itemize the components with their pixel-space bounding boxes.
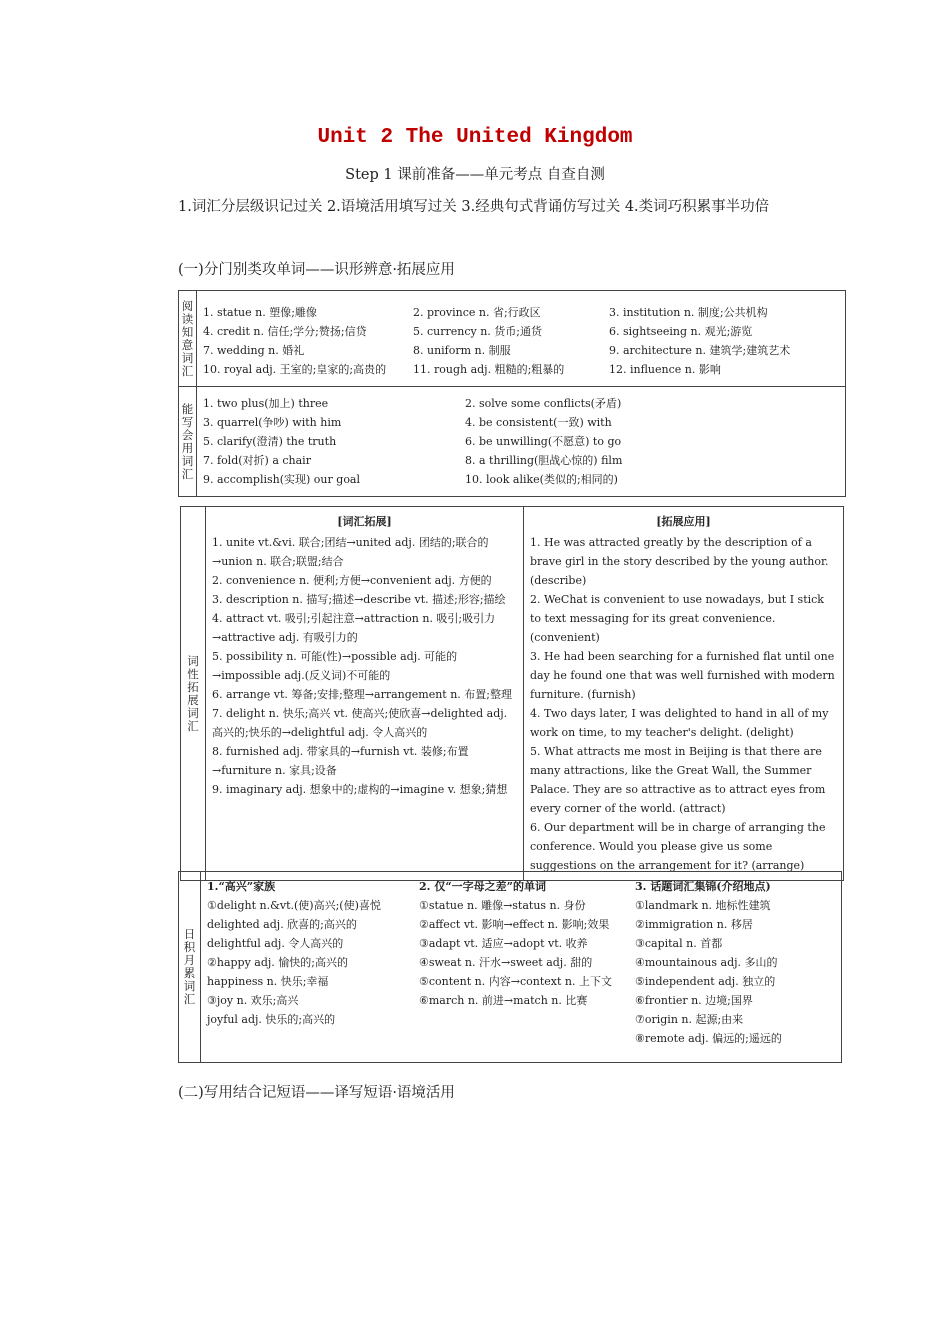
vocab-item: 11. rough adj. 粗糙的;粗暴的	[413, 363, 565, 376]
word-item: ①delight n.&vt.(使)高兴;(使)喜悦	[207, 899, 381, 912]
expansion-left-column	[206, 507, 524, 881]
vocab-item: 3. institution n. 制度;公共机构	[609, 306, 768, 319]
unit-title: Unit 2 The United Kingdom	[317, 126, 633, 149]
vocab-item: 1. statue n. 塑像;雕像	[203, 306, 317, 319]
expansion-item: 4. attract vt. 吸引;引起注意→attraction n. 吸引;吸引力→attractive adj. 有吸引力的	[212, 612, 496, 644]
word-item: ③joy n. 欢乐;高兴	[207, 994, 299, 1007]
word-item: ①landmark n. 地标性建筑	[635, 899, 771, 912]
phrase-item: 9. accomplish(实现) our goal	[203, 473, 361, 486]
word-item: ①statue n. 雕像→status n. 身份	[419, 899, 586, 912]
expansion-left-header: [词汇拓展]	[337, 515, 392, 528]
vocab-expansion-table	[180, 506, 844, 881]
vocab-item: 6. sightseeing n. 观光;游览	[609, 325, 753, 338]
expansion-item: 2. convenience n. 便利;方便→convenient adj. 方便的	[212, 574, 492, 587]
vocab-item: 5. currency n. 货币;通货	[413, 325, 543, 338]
word-item: ③adapt vt. 适应→adopt vt. 收养	[419, 937, 588, 950]
vocab-table-1	[178, 290, 846, 497]
vocab-item: 2. province n. 省;行政区	[413, 306, 541, 319]
happy-family-column	[207, 877, 413, 1048]
phrase-item: 6. be unwilling(不愿意) to go	[465, 435, 622, 448]
phrase-item: 4. be consistent(一致) with	[465, 416, 612, 429]
expansion-item: 8. furnished adj. 带家具的→furnish vt. 装修;布置→furniture n. 家具;设备	[212, 745, 469, 777]
expansion-item: 9. imaginary adj. 想象中的;虚构的→imagine v. 想象;猜想	[212, 783, 508, 796]
word-item: delighted adj. 欣喜的;高兴的	[207, 918, 357, 931]
word-item: ③capital n. 首都	[635, 937, 723, 950]
reading-vocab-list	[203, 303, 839, 379]
phrase-item: 8. a thrilling(胆战心惊的) film	[465, 454, 623, 467]
section-2-heading: (二)写用结合记短语——译写短语·语境活用	[178, 1085, 455, 1101]
expansion-right-header: [拓展应用]	[656, 515, 711, 528]
phrase-item: 7. fold(对折) a chair	[203, 454, 311, 467]
word-item: ⑥frontier n. 边境;国界	[635, 994, 753, 1007]
expansion-item: 6. arrange vt. 筹备;安排;整理→arrangement n. 布置;整理	[212, 688, 513, 701]
word-item: ⑤independent adj. 独立的	[635, 975, 776, 988]
writing-vocab-list	[203, 394, 839, 489]
word-item: joyful adj. 快乐的;高兴的	[207, 1013, 336, 1026]
vocab-item: 9. architecture n. 建筑学;建筑艺术	[609, 344, 791, 357]
application-item: 5. What attracts me most in Beijing is that there are many attractions, like the Great Wall, the Summer Palace. They are so attractive as to attract eyes from every corner of the world. (attract)	[530, 745, 826, 815]
column-header: 2. 仅“一字母之差”的单词	[419, 880, 546, 893]
expansion-right-column	[524, 507, 844, 881]
expansion-item: 5. possibility n. 可能(性)→possible adj. 可能的→impossible adj.(反义词)不可能的	[212, 650, 458, 682]
section-1-heading: (一)分门别类攻单词——识形辨意·拓展应用	[178, 262, 455, 278]
phrase-item: 3. quarrel(争吵) with him	[203, 416, 342, 429]
word-item: ⑦origin n. 起源;由来	[635, 1013, 744, 1026]
application-item: 3. He had been searching for a furnished flat until one day he found one that was well furnished with modern furniture. (furnish)	[530, 650, 835, 701]
vocab-item: 8. uniform n. 制服	[413, 344, 511, 357]
expansion-vocab-label: 词 性 拓 展 词 汇	[181, 507, 206, 881]
column-header: 3. 话题词汇集锦(介绍地点)	[635, 880, 771, 893]
column-header: 1.“高兴”家族	[207, 880, 276, 893]
writing-vocab-label: 能 写 会 用 词 汇	[179, 387, 197, 497]
daily-vocab-label: 日 积 月 累 词 汇	[179, 872, 201, 1063]
topic-vocab-column	[635, 877, 835, 1048]
phrase-item: 10. look alike(类似的;相同的)	[465, 473, 618, 486]
expansion-item: 1. unite vt.&vi. 联合;团结→united adj. 团结的;联合的→union n. 联合;联盟;结合	[212, 536, 489, 568]
word-item: ④mountainous adj. 多山的	[635, 956, 778, 969]
word-item: delightful adj. 令人高兴的	[207, 937, 344, 950]
expansion-item: 7. delight n. 快乐;高兴 vt. 使高兴;使欣喜→delighted adj. 高兴的;快乐的→delightful adj. 令人高兴的	[212, 707, 508, 739]
vocab-item: 4. credit n. 信任;学分;赞扬;信贷	[203, 325, 367, 338]
vocab-item: 7. wedding n. 婚礼	[203, 344, 305, 357]
intro-text: 1.词汇分层级识记过关 2.语境活用填写过关 3.经典句式背诵仿写过关 4.类词巧积累事半功倍	[178, 199, 770, 215]
application-item: 1. He was attracted greatly by the description of a brave girl in the story described by the young author. (describe)	[530, 536, 829, 587]
reading-vocab-label: 阅 读 知 意 词 汇	[179, 291, 197, 387]
word-item: ②affect vt. 影响→effect n. 影响;效果	[419, 918, 610, 931]
word-item: ⑥march n. 前进→match n. 比赛	[419, 994, 588, 1007]
application-item: 4. Two days later, I was delighted to hand in all of my work on time, to my teacher's delight. (delight)	[530, 707, 829, 739]
phrase-item: 5. clarify(澄清) the truth	[203, 435, 337, 448]
application-item: 6. Our department will be in charge of arranging the conference. Would you please give us some suggestions on the arrangement for it? (arrange)	[530, 821, 826, 872]
word-item: ②immigration n. 移居	[635, 918, 753, 931]
one-letter-diff-column	[419, 877, 629, 1048]
application-item: 2. WeChat is convenient to use nowadays, but I stick to text messaging for its great convenience. (convenient)	[530, 593, 824, 644]
phrase-item: 1. two plus(加上) three	[203, 397, 329, 410]
expansion-item: 3. description n. 描写;描述→describe vt. 描述;形容;描绘	[212, 593, 506, 606]
phrase-item: 2. solve some conflicts(矛盾)	[465, 397, 622, 410]
word-item: happiness n. 快乐;幸福	[207, 975, 329, 988]
word-item: ⑤content n. 内容→context n. 上下文	[419, 975, 612, 988]
vocab-item: 12. influence n. 影响	[609, 363, 721, 376]
step-heading: Step 1 课前准备——单元考点 自查自测	[345, 167, 605, 183]
vocab-item: 10. royal adj. 王室的;皇家的;高贵的	[203, 363, 387, 376]
daily-vocab-table	[178, 871, 842, 1063]
word-item: ⑧remote adj. 偏远的;遥远的	[635, 1032, 782, 1045]
word-item: ②happy adj. 愉快的;高兴的	[207, 956, 349, 969]
word-item: ④sweat n. 汗水→sweet adj. 甜的	[419, 956, 593, 969]
